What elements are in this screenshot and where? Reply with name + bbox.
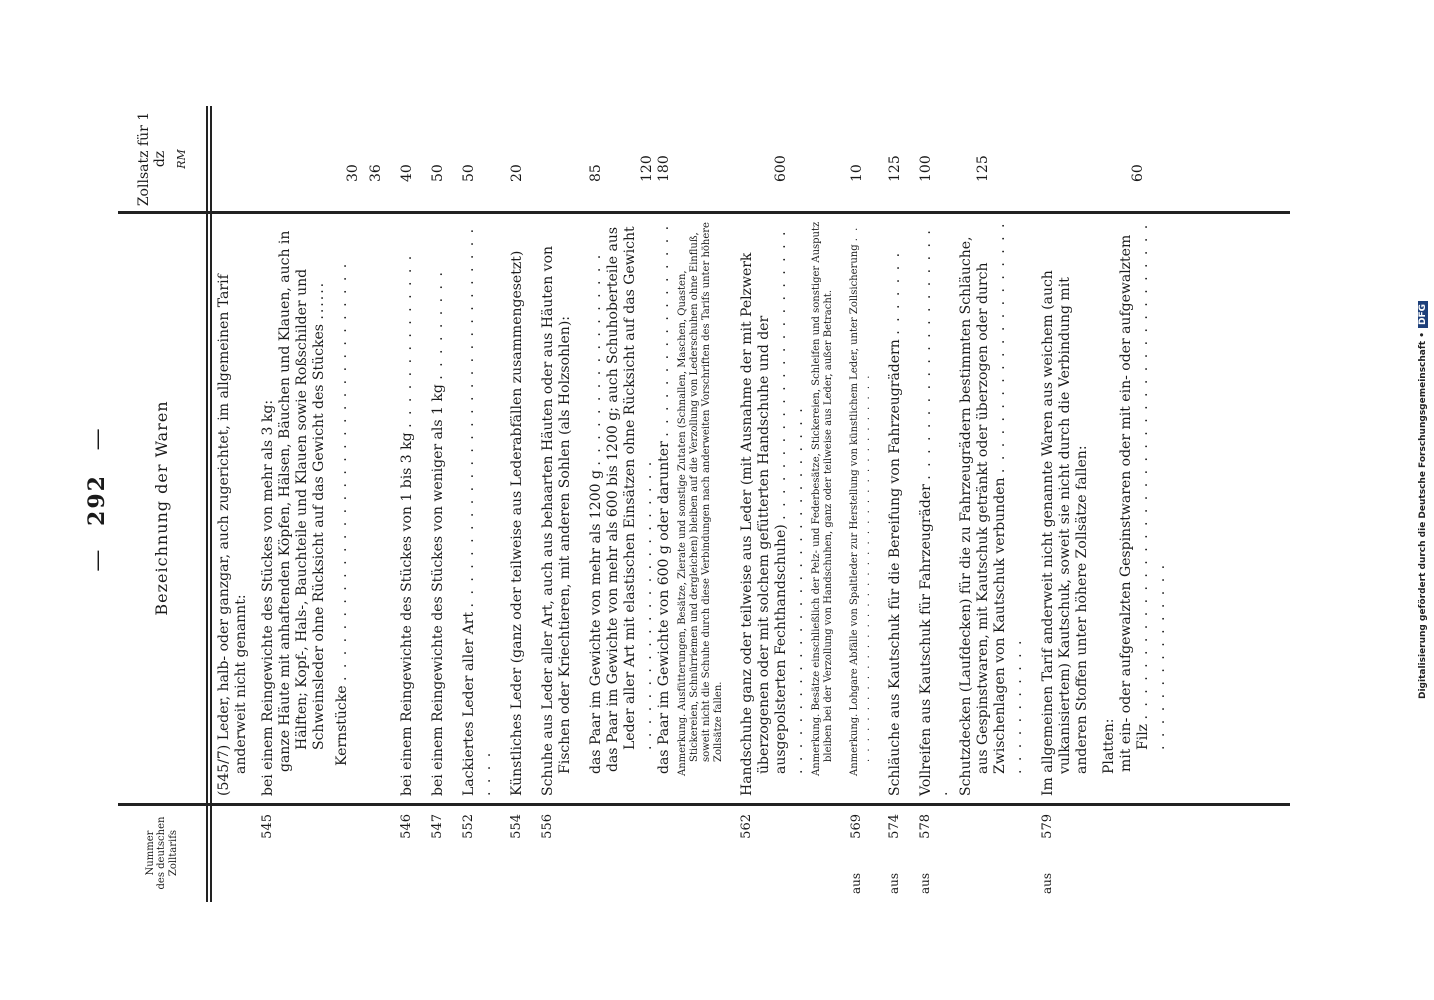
- desc-line: Künstliches Leder (ganz oder teilweise aus Lederabfällen zusammengesetzt): [509, 250, 525, 796]
- tariff-number: aus 574: [887, 814, 902, 894]
- table-row: [399, 106, 416, 902]
- table-row: [918, 106, 1026, 902]
- duty-rate: 20: [509, 164, 525, 182]
- tariff-number: 562: [739, 814, 754, 839]
- header-description-column: Bezeichnung der Waren: [151, 400, 171, 616]
- tariff-number: 546: [399, 814, 414, 839]
- duty-rate-value: 120: [639, 155, 655, 182]
- tariff-number: 554: [509, 814, 524, 839]
- table-row: [430, 106, 447, 902]
- duty-rate: 50: [461, 164, 477, 182]
- header-rate-unit: RM: [174, 149, 188, 169]
- table-row: [540, 106, 725, 902]
- header-dash-right: —: [85, 428, 110, 451]
- desc-line: Platten:: [1101, 718, 1117, 774]
- page-header: [84, 0, 110, 1000]
- table-row: [1040, 106, 1169, 902]
- desc-line: Kernstücke . . . . . . . . . . . . . . . . . . . . . . . . . . . . . . . . .: [334, 261, 350, 766]
- duty-rate: [739, 106, 835, 212]
- tariff-number: [216, 804, 250, 902]
- duty-rate-value: 600: [773, 155, 789, 182]
- duty-rate: 40: [399, 164, 415, 182]
- goods-description: [540, 212, 725, 804]
- digitization-credit: [1418, 0, 1428, 1000]
- table-row: [216, 106, 250, 902]
- credit-text: Digitalisierung gefördert durch die Deutsche Forschungsgemeinschaft •: [1418, 332, 1428, 699]
- duty-rate: [918, 106, 1026, 212]
- tariff-table: [118, 106, 1290, 902]
- desc-line: bei einem Reingewichte des Stückes von 1 bis 3 kg . . . . . . . . . . . . . .: [399, 253, 415, 796]
- duty-rate-value: 180: [656, 155, 672, 182]
- duty-rate-value: 100: [918, 155, 934, 182]
- duty-rate-value: 30: [345, 164, 361, 182]
- table-body: [216, 106, 1169, 902]
- tariff-number: aus 578: [918, 814, 933, 894]
- header-number-line-1: Nummer: [144, 830, 156, 876]
- desc-line: (545/7) Leder, halb- oder ganzgar, auch zugerichtet, im allgemeinen Tarif anderweit nicht genannt:: [216, 274, 249, 796]
- goods-description: [430, 212, 447, 804]
- duty-rate-value: 85: [588, 164, 604, 182]
- header-rate-label: Zollsatz für 1 dz: [135, 111, 168, 207]
- desc-line: Schuhe aus Leder aller Art, auch aus behaarten Häuten oder aus Häuten von Fischen oder Kriechtieren, mit anderen Sohlen (als Holzsohlen):: [540, 245, 573, 796]
- header-number-column: [118, 804, 206, 902]
- desc-line: mit ein- oder aufgewalzten Gespinstwaren oder mit ein- oder aufgewalztem Filz . . . . . . . . . . . . . . . . . . . . . . . . . . . . . . . . . . . . . . . . . . . . . . . . . . . . . .: [1118, 222, 1168, 772]
- desc-line: das Paar im Gewichte von mehr als 1200 g . . . . . . . . . . . . . . . . .: [588, 252, 604, 774]
- duty-rate-value: 125: [975, 155, 991, 182]
- duty-rate: [260, 106, 385, 212]
- desc-line: Schläuche aus Kautschuk für die Bereifung von Fahrzeugrädern . . . . . . .: [887, 250, 903, 796]
- tariff-number: 552: [461, 814, 476, 839]
- goods-description: [260, 212, 385, 804]
- duty-rate-value: 60: [1130, 164, 1146, 182]
- goods-description: [509, 212, 526, 804]
- dfg-logo: DFG: [1418, 301, 1428, 328]
- table-row: [887, 106, 904, 902]
- goods-description: [849, 212, 873, 804]
- header-number-line-3: Zolltarifs: [167, 829, 179, 877]
- goods-description: [399, 212, 416, 804]
- header-dash-left: —: [85, 549, 110, 572]
- header-number-line-2: des deutschen: [156, 816, 168, 890]
- desc-line: Vollreifen aus Kautschuk für Fahrzeugräder . . . . . . . . . . . . . . . . . . . . .: [918, 228, 951, 796]
- tariff-number: aus 569: [849, 814, 864, 894]
- header-rule: [206, 106, 208, 902]
- goods-description: [216, 212, 250, 804]
- remark-note: Anmerkung. Besätze einschließlich der Pelz- und Federbesätze, Stickereien, Schleifen und sonstiger Ausputz bleiben bei der Verzollung von Handschuhen, ganz oder teilweise aus Leder, außer Betracht.: [811, 221, 834, 776]
- goods-description: [461, 212, 495, 804]
- duty-rate: [216, 106, 250, 212]
- header-rate-column: [118, 106, 206, 212]
- desc-line: Im allgemeinen Tarif anderweit nicht genannte Waren aus weichem (auch vulkanisiertem) Kautschuk, soweit sie nicht durch die Verbindung mit anderen Stoffen unter höhere Zollsätze fallen:: [1040, 270, 1090, 796]
- goods-description: [918, 212, 1026, 804]
- table-row: [461, 106, 495, 902]
- desc-line: Schutzdecken (Laufdecken) für die zu Fahrzeugrädern bestimmten Schläuche, aus Gespinstwaren, mit Kautschuk getränkt oder überzogen oder durch Zwischenlagen von Kautschuk verbunden . . . . . . . . . . . . . . . . . . . . . . . . . . . . . . .: [958, 221, 1025, 796]
- desc-line: das Paar im Gewichte von mehr als 600 bis 1200 g; auch Schuhoberteile aus Leder aller Art mit elastischen Einsätzen ohne Rücksicht auf das Gewicht . . . . . . . . . . . . . . . . . . . . . . .: [605, 226, 655, 772]
- goods-description: [887, 212, 904, 804]
- table-row: [849, 106, 873, 902]
- desc-line: Handschuhe ganz oder teilweise aus Leder (mit Ausnahme der mit Pelzwerk überzogenen oder mit solchem gefütterten Handschuhe und der ausgepolsterten Fechthandschuhe) . . . . . . . . . . . . . . . . . . . . . . . . . . . . . . . . . . . . . . . . . . . . . . . . . . . .: [739, 229, 806, 796]
- desc-line: bei einem Reingewichte des Stückes von weniger als 1 kg . . . . . . . . .: [430, 270, 446, 796]
- goods-description: [739, 212, 835, 804]
- duty-rate: 125: [887, 155, 903, 182]
- tariff-number: 545: [260, 814, 275, 839]
- duty-rate: 10: [849, 164, 865, 182]
- desc-line: bei einem Reingewichte des Stückes von mehr als 3 kg:: [260, 399, 276, 796]
- duty-rate: [1040, 106, 1169, 212]
- desc-line: ganze Häute mit anhaftenden Köpfen, Hälsen, Bäuchen und Klauen, auch in Hälften; Kopf-, Hals-, Bauchteile und Klauen sowie Roßschilder und Schweinsleder ohne Rücksicht auf das Gewicht des Stückes ......: [277, 230, 327, 772]
- goods-description: [1040, 212, 1169, 804]
- tariff-number: 547: [430, 814, 445, 839]
- table-row: [260, 106, 385, 902]
- table-row: [509, 106, 526, 902]
- page-number: 292: [84, 474, 110, 526]
- tariff-number: aus 579: [1040, 814, 1055, 894]
- table-row: [739, 106, 835, 902]
- tariff-number: 556: [540, 814, 555, 839]
- desc-line: Lackiertes Leder aller Art . . . . . . . . . . . . . . . . . . . . . . . . . . . . . . . . . .: [461, 226, 494, 796]
- duty-rate: 50: [430, 164, 446, 182]
- header-rule-double: [210, 106, 212, 902]
- remark-note: Anmerkung. Ausfütterungen, Besätze, Zierate und sonstige Zutaten (Schnallen, Maschen, Quasten, Stickereien, Schnürriemen und dergleichen) bleiben auf die Verzollung von Lederschuhen ohne Einfluß, soweit nicht die Schuhe durch diese Verbindungen nach anderweiten Vorschriften des Tarifs unter höhere Zollsätze fallen.: [677, 222, 724, 776]
- duty-rate: [540, 106, 725, 212]
- desc-line: das Paar im Gewichte von 600 g oder darunter . . . . . . . . . . . . . . . . .: [656, 223, 672, 774]
- remark-note: Anmerkung. Lohgare Abfälle von Spaltleder zur Herstellung von künstlichem Leder, unter Zollsicherung . . . . . . . . . . . . . . . . . . . . . . . . . . . . . . . . . . . . . . . .: [849, 225, 872, 776]
- duty-rate-value: 36: [368, 164, 384, 182]
